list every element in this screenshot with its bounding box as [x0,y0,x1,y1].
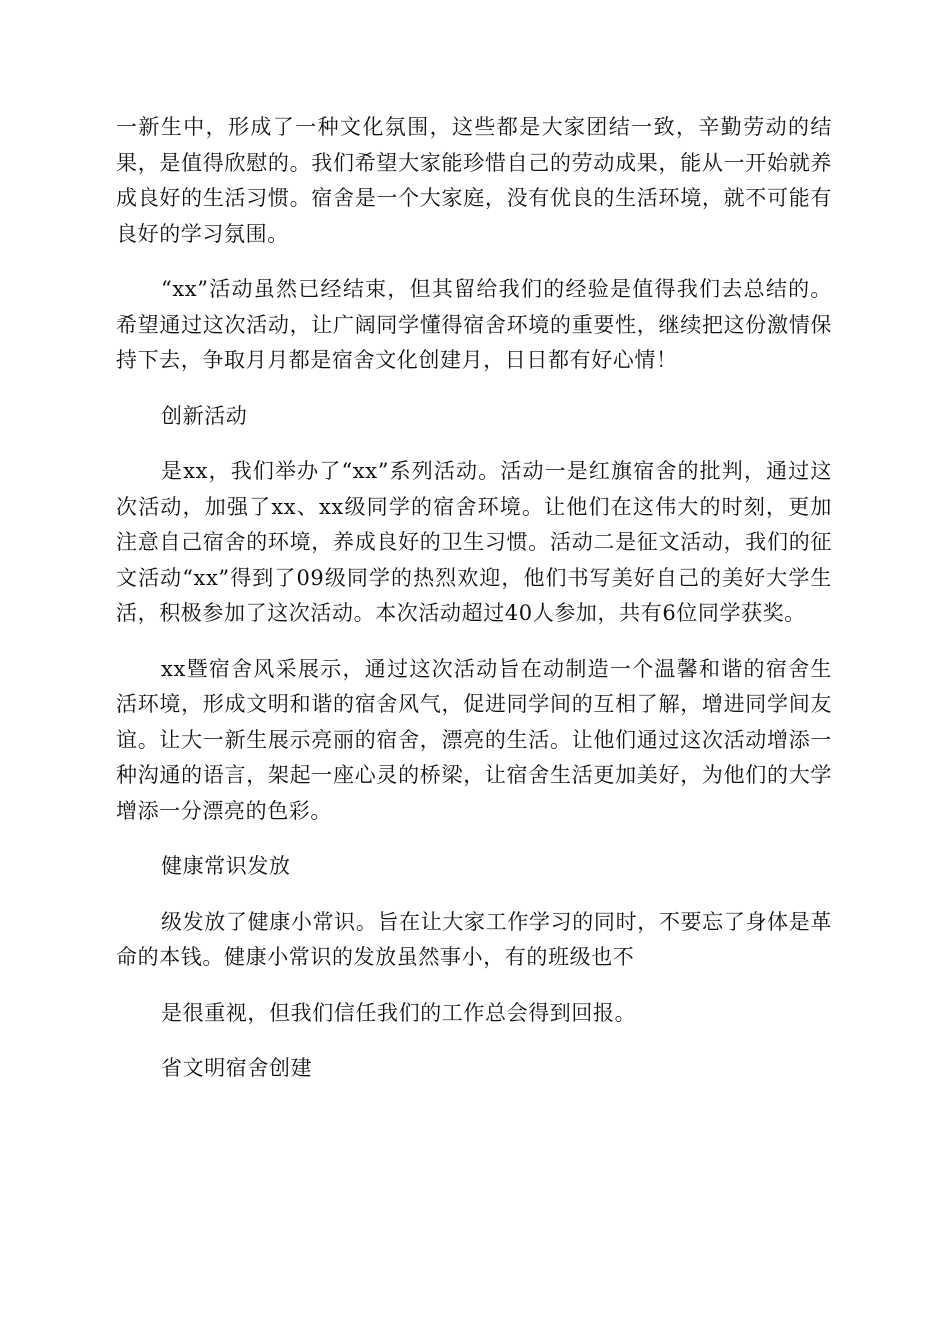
paragraph-6: 是很重视，但我们信任我们的工作总会得到回报。 [161,1000,637,1025]
section-heading-health: 健康常识发放 [161,854,291,878]
paragraph-5: 级发放了健康小常识。旨在让大家工作学习的同时，不要忘了身体是革命的本钱。健康小常识的发放虽然事小，有的班级也不 [116,909,832,969]
paragraph-2: “xx”活动虽然已经结束，但其留给我们的经验是值得我们去总结的。希望通过这次活动，让广阔同学懂得宿舍环境的重要性，继续把这份激情保持下去，争取月月都是宿舍文化创建月，日日都有好心情！ [116,277,832,372]
document-body [116,110,832,1107]
section-heading-civilized-dorm: 省文明宿舍创建 [161,1056,313,1080]
paragraph-4: xx暨宿舍风采展示，通过这次活动旨在动制造一个温馨和谐的宿舍生活环境，形成文明和谐的宿舍风气，促进同学间的互相了解，增进同学间友谊。让大一新生展示亮丽的宿舍，漂亮的生活。让他们通过这次活动增添一种沟通的语言，架起一座心灵的桥梁，让宿舍生活更加美好，为他们的大学增添一分漂亮的色彩。 [116,656,832,823]
paragraph-1: 一新生中，形成了一种文化氛围，这些都是大家团结一致，辛勤劳动的结果，是值得欣慰的。我们希望大家能珍惜自己的劳动成果，能从一开始就养成良好的生活习惯。宿舍是一个大家庭，没有优良的生活环境，就不可能有良好的学习氛围。 [116,115,832,246]
section-heading-innovation: 创新活动 [161,403,248,428]
paragraph-3: 是xx，我们举办了“xx”系列活动。活动一是红旗宿舍的批判，通过这次活动，加强了xx、xx级同学的宿舍环境。让他们在这伟大的时刻，更加注意自己宿舍的环境，养成良好的卫生习惯。活动二是征文活动，我们的征文活动“xx”得到了09级同学的热烈欢迎，他们书写美好自己的美好大学生活，积极参加了这次活动。本次活动超过40人参加，共有6位同学获奖。 [116,459,832,625]
